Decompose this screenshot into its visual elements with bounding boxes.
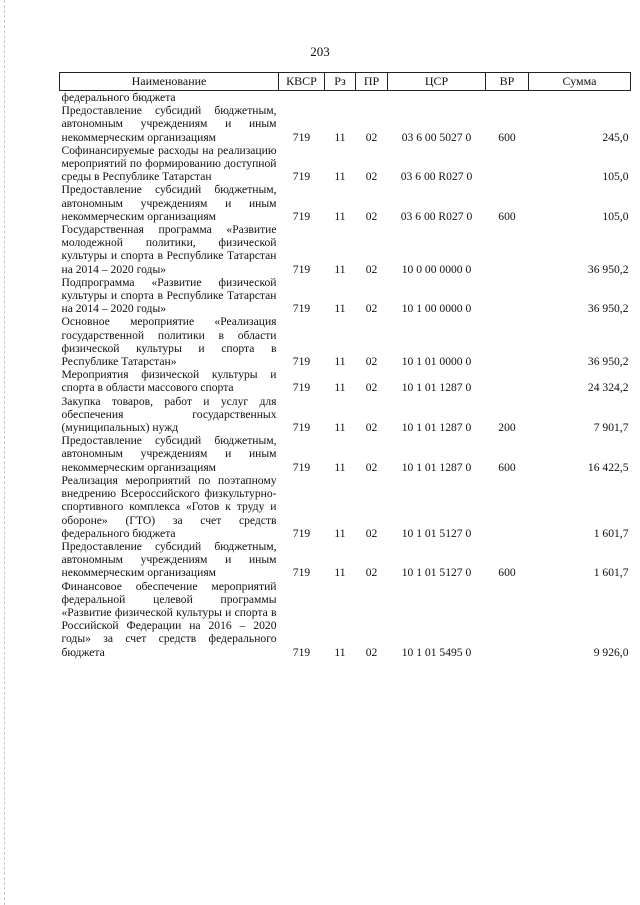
cell-kvsr <box>279 91 325 105</box>
cell-name: Реализация мероприятий по поэтапному внедрению Всероссийского физкультурно-спортивного комплекса «Готов к труду и обороне» (ГТО) за счет средств федерального бюджета <box>61 473 277 540</box>
cell-rz: 11 <box>334 566 346 580</box>
cell-kvsr: 719 <box>292 170 311 184</box>
table-row <box>60 434 631 474</box>
cell-sum: 36 950,2 <box>587 355 629 369</box>
cell-rz: 11 <box>334 645 346 659</box>
cell-name: Государственная программа «Развитие молодежной политики, физической культуры и спорта в Республике Татарстан на 2014 – 2020 годы» <box>61 223 277 276</box>
cell-kvsr: 719 <box>292 355 311 369</box>
cell-sum: 16 422,5 <box>587 460 629 474</box>
table-body <box>60 91 631 659</box>
header-name: Наименование <box>60 73 279 91</box>
cell-name: Предоставление субсидий бюджетным, автономным учреждениям и иным некоммерческим организациям <box>61 434 277 474</box>
cell-kvsr: 719 <box>292 209 311 223</box>
cell-name: Финансовое обеспечение мероприятий федеральной целевой программы «Развитие физической культуры и спорта в Российской Федерации на 2016 – 2020 годы» за счет средств федерального бюджета <box>61 579 277 659</box>
cell-csr: 10 0 00 0000 0 <box>401 262 472 276</box>
header-vr: ВР <box>486 73 529 91</box>
table-row <box>60 104 631 144</box>
cell-name: Предоставление субсидий бюджетным, автономным учреждениям и иным некоммерческим организациям <box>61 539 277 580</box>
table-row <box>60 580 631 659</box>
cell-name: Предоставление субсидий бюджетным, автономным учреждениям и иным некоммерческим организациям <box>61 183 277 223</box>
table-row <box>60 144 631 184</box>
cell-sum: 105,0 <box>602 209 629 223</box>
page-number: 203 <box>310 44 330 59</box>
cell-vr <box>486 580 529 659</box>
cell-sum: 24 324,2 <box>587 381 629 395</box>
cell-vr <box>486 144 529 184</box>
cell-vr <box>486 223 529 276</box>
cell-kvsr: 719 <box>292 526 311 540</box>
cell-rz: 11 <box>334 130 346 144</box>
cell-pr: 02 <box>365 262 378 276</box>
cell-vr <box>486 474 529 540</box>
cell-kvsr: 719 <box>292 421 311 435</box>
cell-rz: 11 <box>334 460 346 474</box>
table-row <box>60 368 631 394</box>
table-row <box>60 223 631 276</box>
cell-kvsr: 719 <box>292 262 311 276</box>
table-row <box>60 474 631 540</box>
cell-rz: 11 <box>334 526 346 540</box>
budget-table <box>59 72 631 659</box>
cell-kvsr: 719 <box>292 566 311 580</box>
cell-name: Закупка товаров, работ и услуг для обеспечения государственных (муниципальных) нужд <box>61 394 277 435</box>
cell-rz: 11 <box>334 262 346 276</box>
cell-sum: 105,0 <box>602 170 629 184</box>
cell-pr: 02 <box>365 302 378 316</box>
cell-sum: 1 601,7 <box>593 566 629 580</box>
binding-margin-rule <box>4 0 5 905</box>
cell-name: Софинансируемые расходы на реализацию мероприятий по формированию доступной среды в Республике Татарстан <box>61 143 277 184</box>
cell-sum: 36 950,2 <box>587 262 629 276</box>
cell-name: Предоставление субсидий бюджетным, автономным учреждениям и иным некоммерческим организациям <box>61 104 277 144</box>
table-header-row <box>60 73 631 91</box>
cell-rz: 11 <box>334 381 346 395</box>
cell-rz: 11 <box>334 209 346 223</box>
cell-pr: 02 <box>365 381 378 395</box>
cell-pr: 02 <box>365 209 378 223</box>
cell-csr: 10 1 01 1287 0 <box>401 381 472 395</box>
cell-sum <box>529 91 631 105</box>
cell-pr: 02 <box>365 170 378 184</box>
cell-pr <box>356 91 388 105</box>
cell-pr: 02 <box>365 526 378 540</box>
cell-vr <box>486 315 529 368</box>
cell-kvsr: 719 <box>292 460 311 474</box>
cell-vr: 600 <box>498 566 516 580</box>
cell-csr: 10 1 01 5127 0 <box>401 566 472 580</box>
cell-sum: 1 601,7 <box>593 526 629 540</box>
cell-rz: 11 <box>334 170 346 184</box>
cell-pr: 02 <box>365 421 378 435</box>
cell-csr: 03 6 00 R027 0 <box>400 209 473 223</box>
cell-vr: 600 <box>498 460 516 474</box>
cell-kvsr: 719 <box>292 381 311 395</box>
cell-csr: 10 1 00 0000 0 <box>401 302 472 316</box>
header-sum: Сумма <box>529 73 631 91</box>
cell-name: Мероприятия физической культуры и спорта в области массового спорта <box>61 368 277 395</box>
header-csr: ЦСР <box>388 73 486 91</box>
cell-kvsr: 719 <box>292 130 311 144</box>
cell-vr: 200 <box>498 421 516 435</box>
cell-rz: 11 <box>334 302 346 316</box>
cell-vr <box>486 276 529 316</box>
cell-name: федерального бюджета <box>61 91 176 104</box>
table-row <box>60 315 631 368</box>
header-rz: Рз <box>325 73 356 91</box>
table-row <box>60 395 631 435</box>
cell-name: Подпрограмма «Развитие физической культуры и спорта в Республике Татарстан на 2014 – 2020 годы» <box>61 275 277 316</box>
cell-pr: 02 <box>365 460 378 474</box>
cell-csr: 03 6 00 R027 0 <box>400 170 473 184</box>
cell-pr: 02 <box>365 355 378 369</box>
cell-sum: 36 950,2 <box>587 302 629 316</box>
table-row <box>60 91 631 105</box>
cell-pr: 02 <box>365 645 378 659</box>
cell-vr: 600 <box>498 130 516 144</box>
cell-name: Основное мероприятие «Реализация государственной политики в области физической культуры и спорта в Республике Татарстан» <box>61 315 277 369</box>
cell-csr: 10 1 01 5495 0 <box>401 645 472 659</box>
cell-csr: 10 1 01 1287 0 <box>401 460 472 474</box>
cell-csr: 03 6 00 5027 0 <box>401 130 472 144</box>
table-row <box>60 540 631 580</box>
cell-rz <box>325 91 356 105</box>
cell-rz: 11 <box>334 421 346 435</box>
header-kvsr: КВСР <box>279 73 325 91</box>
cell-sum: 245,0 <box>602 130 629 144</box>
header-pr: ПР <box>356 73 388 91</box>
cell-sum: 9 926,0 <box>593 645 629 659</box>
table-row <box>60 183 631 223</box>
cell-csr <box>388 91 486 105</box>
cell-csr: 10 1 01 1287 0 <box>401 421 472 435</box>
cell-sum: 7 901,7 <box>593 421 629 435</box>
cell-kvsr: 719 <box>292 645 311 659</box>
cell-pr: 02 <box>365 566 378 580</box>
cell-rz: 11 <box>334 355 346 369</box>
cell-vr: 600 <box>498 209 516 223</box>
table-row <box>60 276 631 316</box>
cell-pr: 02 <box>365 130 378 144</box>
cell-csr: 10 1 01 0000 0 <box>401 355 472 369</box>
cell-csr: 10 1 01 5127 0 <box>401 526 472 540</box>
cell-vr <box>486 91 529 105</box>
cell-vr <box>486 368 529 394</box>
cell-kvsr: 719 <box>292 302 311 316</box>
